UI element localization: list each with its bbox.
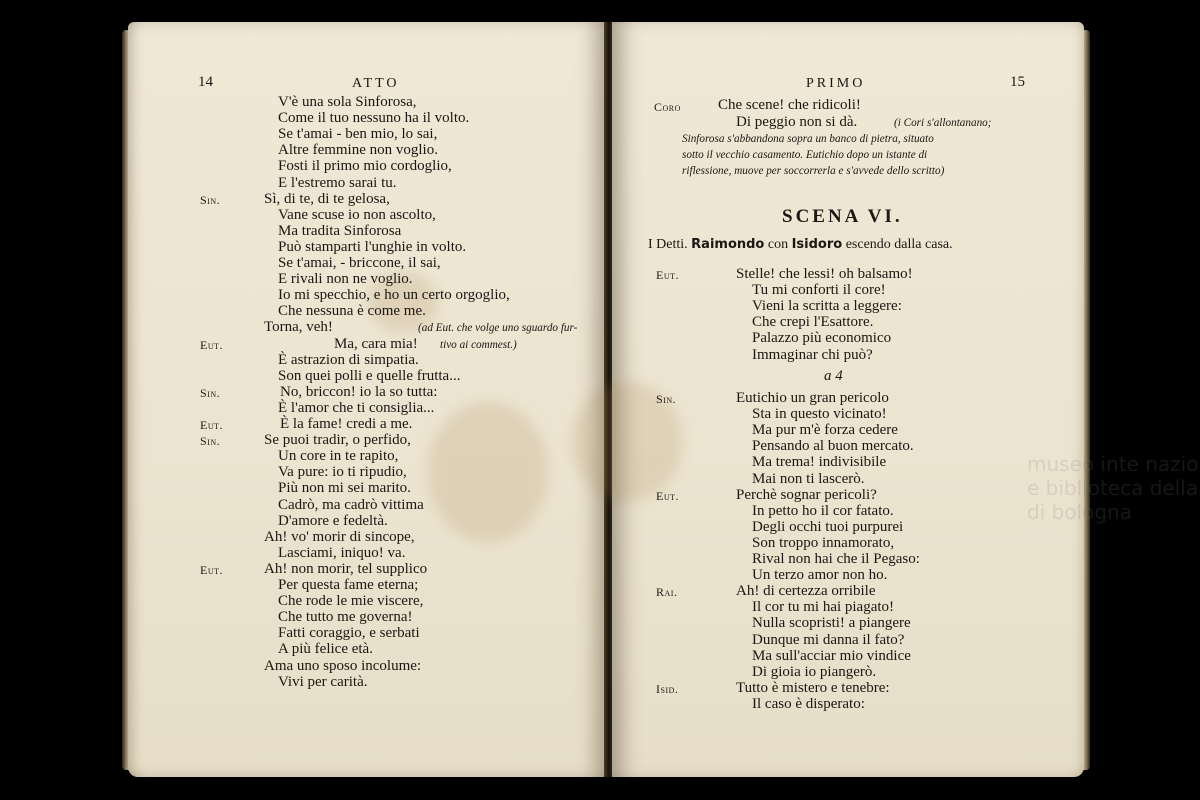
verse-line: Ma trema! indivisibile [752,454,887,471]
verse-line: Rival non hai che il Pegaso: [752,551,920,567]
verse-line: Il caso è disperato: [752,695,865,712]
verse-line: Ma, cara mia! [334,335,418,352]
verse-line: Son quei polli e quelle frutta... [278,367,461,384]
ensemble-marker: a 4 [824,368,843,384]
verse-line: A più felice età. [278,641,373,658]
left-page [128,22,606,777]
verse-line: Per questa fame eterna; [278,577,419,593]
verse-line: Se t'amai - ben mio, lo sai, [278,126,438,143]
verse-line: Son troppo innamorato, [752,534,895,551]
speaker-label: Eut. [656,268,679,282]
stage-direction: riflessione, muove per soccorrerla e s'avvede dello scritto) [682,165,945,177]
verse-line: Vivi per carità. [278,673,368,690]
verse-line: Più non mi sei marito. [278,480,411,497]
speaker-label: Eut. [656,488,679,503]
running-head: ATTO [352,76,400,91]
verse-line: È l'amor che ti consiglia... [278,399,435,416]
verse-line: Palazzo più economico [752,330,892,347]
stage-direction: Sinforosa s'abbandona sopra un banco di pietra, situato [682,133,934,145]
verse-line: Se t'amai, - briccone, il sai, [278,255,441,271]
cast-prefix: I Detti. [648,237,688,252]
verse-line: Lasciami, iniquo! va. [278,544,406,561]
speaker-label: Sin. [200,385,221,400]
cast-name: Raimondo [691,237,765,252]
stage-direction: (ad Eut. che volge uno sguardo fur- [418,322,578,335]
speaker-label: Sin. [656,392,677,406]
page-number: 14 [198,74,213,90]
verse-line: Sì, di te, di te gelosa, [264,190,390,207]
stage-direction: tivo ai commest.) [440,338,517,351]
stage-direction: sotto il vecchio casamento. Eutichio dopo un istante di [682,149,928,161]
verse-line: Io mi specchio, e ho un certo orgoglio, [278,287,510,304]
verse-line: Ah! di certezza orribile [736,583,876,600]
verse-line: Fosti il primo mio cordoglio, [278,158,452,175]
verse-line: Tutto è mistero e tenebre: [736,679,890,696]
watermark-line: di bologna [1027,500,1132,524]
speaker-label: Sin. [200,192,221,207]
right-page [612,22,1199,777]
verse-line: Va pure: io ti ripudio, [278,464,407,481]
scene-title: SCENA VI. [782,206,903,227]
verse-line: Degli occhi tuoi purpurei [752,518,904,535]
verse-line: Ma tradita Sinforosa [278,222,402,239]
verse-line: No, briccon! io la so tutta: [280,383,438,400]
verse-line: Può stamparti l'unghie in volto. [278,238,467,255]
watermark-line: e biblioteca della [1027,476,1199,500]
page-number: 15 [1010,74,1025,90]
verse-line: Stelle! che lessi! oh balsamo! [736,266,913,282]
verse-line: Di gioia io piangerò. [752,663,877,680]
speaker-label: Rai. [656,585,678,600]
verse-line: È astrazion di simpatia. [278,351,419,368]
verse-line: È la fame! credi a me. [280,416,413,432]
stage-direction: (i Cori s'allontanano; [894,117,992,129]
library-watermark [1027,452,1198,524]
verse-line: Che nessuna è come me. [278,303,426,320]
verse-line: Se puoi tradir, o perfido, [264,432,411,449]
verse-line: Perchè sognar pericoli? [736,486,877,503]
verse-line: E l'estremo sarai tu. [278,174,397,191]
verse-line: Che tutto me governa! [278,609,413,626]
paper-stain [428,402,548,542]
verse-line: V'è una sola Sinforosa, [278,94,417,110]
verse-line: Ah! vo' morir di sincope, [264,528,415,545]
verse-line: Altre femmine non voglio. [278,142,438,159]
verse-line: Che rode le mie viscere, [278,593,424,610]
verse-line: E rivali non ne voglio. [278,271,413,288]
verse-line: Ma sull'acciar mio vindice [752,647,911,664]
speaker-label: Eut. [200,562,223,577]
verse-line: D'amore e fedeltà. [278,512,388,529]
verse-line: Un terzo amor non ho. [752,567,888,584]
speaker-label: Eut. [200,337,223,352]
cast-suffix: escendo dalla casa. [845,237,953,252]
verse-line: Ma pur m'è forza cedere [752,422,898,439]
verse-line: Dunque mi danna il fato? [752,631,905,648]
verse-line: Di peggio non si dà. [736,114,858,130]
verse-line: Vane scuse io non ascolto, [278,206,436,223]
verse-line: Che crepi l'Esattore. [752,314,874,331]
verse-line: Pensando al buon mercato. [752,438,914,455]
verse-line: Mai non ti lascerò. [752,470,865,487]
cast-connector: con [767,237,789,252]
verse-line: Tu mi conforti il core! [752,282,886,299]
watermark-line: museo inte nazio [1027,452,1199,476]
verse-line: Un core in te rapito, [278,448,399,465]
verse-line: Ah! non morir, tel supplico [264,560,428,577]
speaker-label: Coro [654,100,681,114]
scene-cast [648,237,953,253]
verse-line: Il cor tu mi hai piagato! [752,599,895,616]
verse-line: Come il tuo nessuno ha il volto. [278,110,470,127]
running-head: PRIMO [806,76,866,91]
verse-line: Eutichio un gran pericolo [736,390,889,406]
cast-name: Isidoro [791,237,843,252]
verse-line: Torna, veh! [264,319,333,336]
verse-line: Ama uno sposo incolume: [264,657,422,674]
verse-line: Nulla scopristi! a piangere [752,615,911,632]
verse-line: Fatti coraggio, e serbati [278,625,420,642]
verse-line: Immaginar chi può? [752,346,873,363]
verse-line: Sta in questo vicinato! [752,406,887,423]
verse-line: Vieni la scritta a leggere: [752,298,902,315]
speaker-label: Eut. [200,418,223,432]
speaker-label: Sin. [200,434,221,449]
speaker-label: Isid. [656,681,679,696]
verse-line: Che scene! che ridicoli! [718,97,861,113]
verse-line: Cadrò, ma cadrò vittima [278,496,424,513]
verse-line: In petto ho il cor fatato. [752,502,894,519]
